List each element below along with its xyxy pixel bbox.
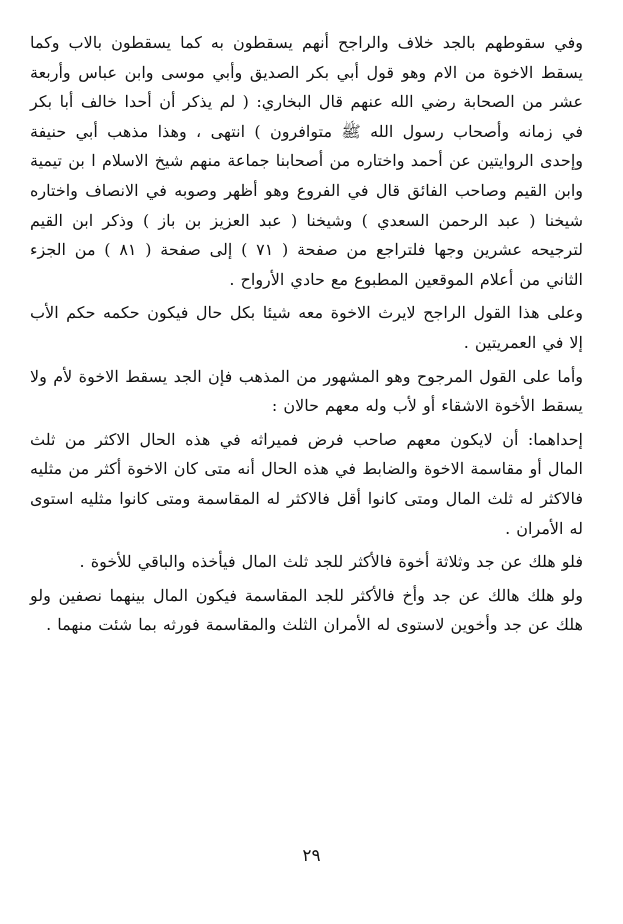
body-text (30, 28, 583, 640)
bottom-margin (0, 874, 623, 924)
page-number: ٢٩ (302, 846, 321, 866)
paragraph-2: وعلى هذا القول الراجح لايرث الاخوة معه شيئا بكل حال فيكون حكمه حكم الأب إلا في العمريتين . (30, 303, 583, 352)
paragraph-6: ولو هلك هالك عن جد وأخ فالأكثر للجد المقاسمة فيكون المال بينهما نصفين ولو هلك عن جد وأخوين لاستوى له الأمران الثلث والمقاسمة فورثه بما شئت منهما . (30, 585, 583, 635)
paragraph-5: فلو هلك عن جد وثلاثة أخوة فالأكثر للجد ثلث المال فيأخذه والباقي للأخوة . (79, 552, 583, 572)
paragraph-4: إحداهما: أن لايكون معهم صاحب فرض فميراثه في هذه الحال الاكثر من ثلث المال أو مقاسمة الاخوة والضابط في هذه الحال أنه متى كان الاخوة أكثر من مثليه فالاكثر له ثلث المال ومتى كانوا أقل فالاكثر له المقاسمة ومتى كانوا مثليه استوى له الأمران . (30, 429, 584, 538)
paragraph-1: وفي سقوطهم بالجد خلاف والراجح أنهم يسقطون به كما يسقطون بالاب وكما يسقط الاخوة من الام وهو قول أبي بكر الصديق وأبي موسى وابن عباس وأربعة عشر من الصحابة رضي الله عنهم قال البخاري: ( لم يذكر أن أحدا خالف أبا بكر في زمانه وأصحاب رسول الله ﷺ متوافرون ) انتهى ، وهذا مذهب أبي حنيفة وإحدى الروايتين عن أحمد واختاره من أصحابنا جماعة منهم شيخ الاسلام ا بن تيمية وابن القيم وصاحب الفائق قال في الفروع وهو أظهر وصوبه في الانصاف واختاره شيخنا ( عبد الرحمن السعدي ) وشيخنا ( عبد العزيز بن باز ) وذكر ابن القيم لترجيحه عشرين وجها فلتراجع من صفحة ( ٧١ ) إلى صفحة ( ٨١ ) من الجزء الثاني من أعلام الموقعين المطبوع مع حادي الأرواح . (30, 33, 584, 289)
paragraph-3: وأما على القول المرجوح وهو المشهور من المذهب فإن الجد يسقط الاخوة لأم ولا يسقط الأخوة الاشقاء أو لأب وله معهم حالان : (30, 366, 583, 416)
